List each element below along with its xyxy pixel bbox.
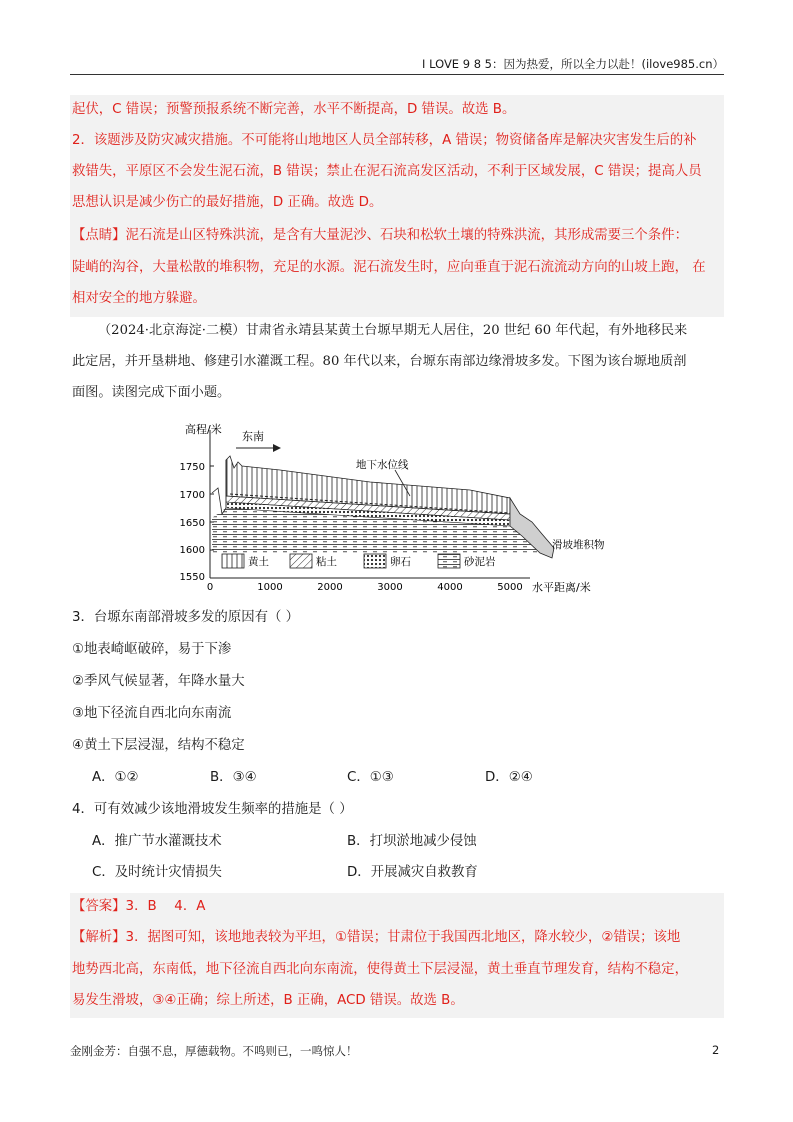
legend-sandstone: 砂泥岩 <box>464 556 496 568</box>
x-tick-4000: 4000 <box>437 582 463 593</box>
x-tick-0: 0 <box>206 582 214 593</box>
q4-stem: 4．可有效减少该地滑坡发生频率的措施是（ ） <box>72 802 353 817</box>
legend-swatch-gravel <box>364 554 386 568</box>
geologic-profile-figure <box>170 418 620 598</box>
q4-option-d: D．开展减灾自救教育 <box>347 865 478 880</box>
q3-item-1: ①地表崎岖破碎，易于下渗 <box>72 642 232 657</box>
answer-line-2: 2．该题涉及防灾减灾措施。不可能将山地地区人员全部转移，A 错误；物资储备库是解决灾害发生后的补 <box>72 133 697 148</box>
y-tick-1750: 1750 <box>179 462 205 473</box>
q3-option-c: C．①③ <box>347 770 394 785</box>
passage-line-1: （2024·北京海淀·二模）甘肃省永靖县某黄土台塬早期无人居住，20 世纪 60 年代起，有外地移民来 <box>98 323 688 338</box>
analysis-line-1: 【解析】3．据图可知，该地地表较为平坦，①错误；甘肃位于我国西北地区，降水较少，②错误；该地 <box>72 930 681 945</box>
legend-clay: 粘土 <box>316 556 337 568</box>
dianjing-line-2: 陡峭的沟谷，大量松散的堆积物，充足的水源。泥石流发生时，应向垂直于泥石流流动方向的山坡上跑， 在 <box>72 260 706 275</box>
page-number: 2 <box>712 1043 720 1057</box>
x-axis-label: 水平距离/米 <box>532 581 591 594</box>
q3-option-a: A．①② <box>92 770 139 785</box>
q3-option-d: D．②④ <box>485 770 533 785</box>
answer-line-3: 救错失，平原区不会发生泥石流，B 错误；禁止在泥石流高发区活动，不利于区域发展，C 错误；提高人员 <box>72 164 702 179</box>
legend-loess: 黄土 <box>248 556 269 568</box>
landslide-label: 滑坡堆积物 <box>552 539 605 551</box>
answer-line-1: 起伏，C 错误；预警预报系统不断完善，水平不断提高，D 错误。故选 B。 <box>72 102 516 117</box>
x-tick-5000: 5000 <box>497 582 523 593</box>
y-tick-1550: 1550 <box>179 572 205 583</box>
x-tick-2000: 2000 <box>317 582 343 593</box>
q4-option-a: A．推广节水灌溉技术 <box>92 834 222 849</box>
analysis-line-2: 地势西北高，东南低，地下径流自西北向东南流，使得黄土下层浸湿，黄土垂直节理发育，结构不稳定， <box>72 962 688 977</box>
analysis-line-3: 易发生滑坡，③④正确；综上所述，B 正确，ACD 错误。故选 B。 <box>72 993 464 1008</box>
q3-item-3: ③地下径流自西北向东南流 <box>72 706 232 721</box>
y-tick-1650: 1650 <box>179 518 205 529</box>
passage-line-3: 面图。读图完成下面小题。 <box>72 385 231 400</box>
answer-line: 【答案】3．B 4．A <box>72 899 206 914</box>
q4-option-b: B．打坝淤地减少侵蚀 <box>347 834 477 849</box>
q3-stem: 3．台塬东南部滑坡多发的原因有（ ） <box>72 610 300 625</box>
legend-gravel: 卵石 <box>390 556 411 568</box>
q4-option-c: C．及时统计灾情损失 <box>92 865 222 880</box>
y-tick-1600: 1600 <box>179 545 205 556</box>
legend-swatch-sandstone <box>438 554 460 568</box>
dianjing-line-3: 相对安全的地方躲避。 <box>72 291 206 306</box>
passage-line-2: 此定居，并开垦耕地、修建引水灌溉工程。80 年代以来，台塬东南部边缘滑坡多发。下图为该台塬地质剖 <box>72 354 687 369</box>
q3-item-4: ④黄土下层浸湿，结构不稳定 <box>72 738 245 753</box>
direction-label: 东南 <box>242 430 264 443</box>
dianjing-line-1: 【点睛】泥石流是山区特殊洪流，是含有大量泥沙、石块和松软土壤的特殊洪流，其形成需要三个条件： <box>72 228 688 243</box>
x-tick-1000: 1000 <box>257 582 283 593</box>
y-tick-1700: 1700 <box>179 490 205 501</box>
page-header: I LOVE 9 8 5：因为热爱，所以全力以赴！(ilove985.cn） <box>70 56 724 75</box>
legend-swatch-clay <box>290 554 312 568</box>
q3-option-b: B．③④ <box>210 770 257 785</box>
answer-line-4: 思想认识是减少伤亡的最好措施，D 正确。故选 D。 <box>72 195 383 210</box>
x-tick-3000: 3000 <box>377 582 403 593</box>
q3-item-2: ②季风气候显著，年降水量大 <box>72 674 245 689</box>
y-axis-label: 高程/米 <box>185 423 222 436</box>
legend-swatch-loess <box>222 554 244 568</box>
footer-motto: 金刚金芳：自强不息，厚德载物。不鸣则已，一鸣惊人！ <box>70 1044 358 1058</box>
groundwater-label: 地下水位线 <box>356 459 409 471</box>
